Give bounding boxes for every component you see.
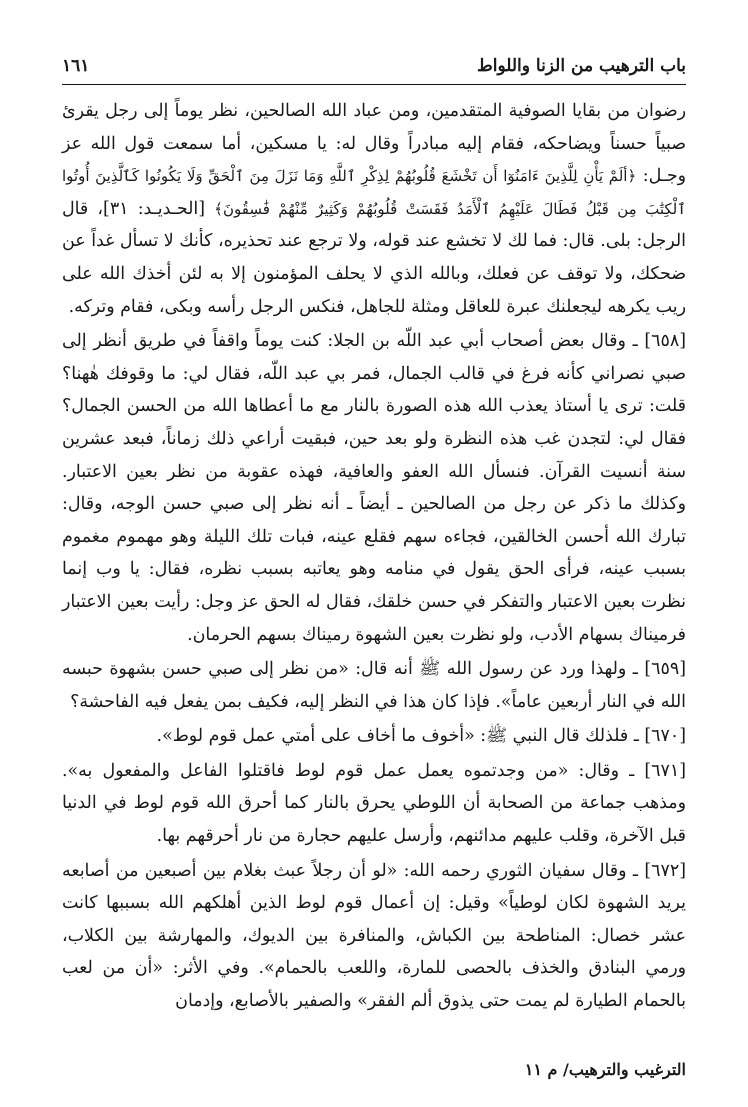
entry-number: [٦٧٠] xyxy=(644,726,686,747)
page-body xyxy=(62,95,686,1018)
paragraph-text: ـ ولهذا ورد عن رسول الله ﷺ أنه قال: «من نظر إلى صبي حسن بشهوة حبسه الله في النار أربعين عاماً». فإذا كان هذا في النظر إليه، فكيف بمن يفعل فيه الفاحشة؟ xyxy=(62,659,686,712)
paragraph-text: ـ وقال بعض أصحاب أبي عبد اللّه بن الجلا: كنت يوماً واقفاً في طريق أنظر إلى صبي نصراني كأنه فرغ في قالب الجمال، فمر بي عبد اللّه، فقال لي: ما وقوفك هٰهنا؟ قلت: ترى يا أستاذ يعذب الله هذه الصورة بالنار مع ما أعطاها الله من الحسن الجمال؟ فقال لي: لتجدن غب هذه النظرة ولو بعد حين، فبقيت أراعي ذلك زماناً، فبعد عشرين سنة أنسيت القرآن. فنسأل الله العفو والعافية، فهذه عقوبة من نظر بعين الاعتبار. وكذلك ما ذكر عن رجل من الصالحين ـ أيضاً ـ أنه نظر إلى صبي حسن الوجه، وقال: تبارك الله أحسن الخالقين، فجاءه سهم فقلع عينه، فبات تلك الليلة وهو مهموم مغموم بسبب عينه، فرأى الحق يقول في منامه وهو يعاتبه بسبب نظره، فقال: يا وب إنما نظرت بعين الاعتبار والتفكر في حسن خلقك، فقال له الحق عز وجل: رأيت بعين الاعتبار فرميناك بسهام الأدب، ولو نظرت بعين الشهوة رميناك بسهم الحرمان. xyxy=(62,331,686,645)
page-footer xyxy=(62,1060,686,1079)
quran-verse: ﴿ألَمْ يَأْنِ لِلَّذِينَ ءَامَنُوٓا أَن تَخْشَعَ قُلُوبُهُمْ لِذِكْرِ ٱللَّهِ وَمَا نَزَلَ مِنَ ٱلْحَقِّ وَلَا يَكُونُوا كَٱلَّذِينَ أُوتُوا ٱلْكِتَٰبَ مِن قَبْلُ فَطَالَ عَلَيْهِمُ ٱلْأَمَدُ فَقَسَتْ قُلُوبُهُمْ وَكَثِيرٌ مِّنْهُمْ فَٰسِقُونَ﴾ xyxy=(62,167,686,218)
paragraph-text: ـ فلذلك قال النبي ﷺ: «أخوف ما أخاف على أمتي عمل قوم لوط». xyxy=(156,726,645,747)
entry-number: [٦٥٩] xyxy=(644,659,686,680)
paragraph-p1 xyxy=(62,95,686,323)
page-number: ١٦١ xyxy=(62,56,90,76)
page-header xyxy=(62,56,686,82)
entry-number: [٦٧٢] xyxy=(644,860,686,881)
signature-mark: الترغيب والترهيب/ م ١١ xyxy=(524,1060,686,1079)
book-page xyxy=(62,56,686,1018)
paragraph-text: ـ وقال: «من وجدتموه يعمل عمل قوم لوط فاقتلوا الفاعل والمفعول به». ومذهب جماعة من الصحابة أن اللوطي يحرق بالنار كما أحرق الله قوم لوط في الدنيا قبل الآخرة، وقلب عليهم مدائنهم، وأرسل عليهم حجارة من نار أحرقهم بها. xyxy=(62,760,686,847)
chapter-title: باب الترهيب من الزنا واللواط xyxy=(477,56,686,76)
entry-number: [٦٥٨] xyxy=(644,331,686,352)
paragraph-p5 xyxy=(62,755,686,853)
paragraph-p4 xyxy=(62,720,686,753)
paragraph-text: رضوان من بقايا الصوفية المتقدمين، ومن عباد الله الصالحين، نظر يوماً إلى رجل يقرئ صبياً حسناً ويضاحكه، فقام إليه مبادراً وقال له: يا مسكين، أما سمعت قول الله عز وجـل: xyxy=(62,101,686,187)
paragraph-p2 xyxy=(62,325,686,651)
paragraph-p6 xyxy=(62,855,686,1018)
paragraph-text: ـ وقال سفيان الثوري رحمه الله: «لو أن رجلاً عبث بغلام بين أصبعين من أصابعه يريد الشهوة لكان لوطياً» وقيل: إن أعمال قوم لوط الذين أهلكهم الله بسببها كانت عشر خصال: المناطحة بين الكباش، والمنافرة بين الديوك، والمهارشة بين الكلاب، ورمي البنادق والخذف بالحصى للمارة، واللعب بالحمام». وفي الأثر: «أن من لعب بالحمام الطيارة لم يمت حتى يذوق ألم الفقر» والصفير بالأصابع، وإدمان xyxy=(62,860,686,1012)
entry-number: [٦٧١] xyxy=(644,760,686,781)
paragraph-text: [الحـديـد: ٣١]، قال الرجل: بلى. قال: فما لك لا تخشع عند قوله، ولا ترجع عند تحذيره، كأنك لا تسأل غداً عن ضحكك، ولا توقف عن فعلك، وبالله الذي لا يحلف المؤمنون إلا به لئن أخذك الله على ريب يكرهه ليجعلنك عبرة للعاقل ومثلة للجاهل، فنكس الرجل رأسه وبكى، فقام وتركه. xyxy=(62,198,686,317)
header-divider xyxy=(62,84,686,85)
paragraph-p3 xyxy=(62,653,686,718)
